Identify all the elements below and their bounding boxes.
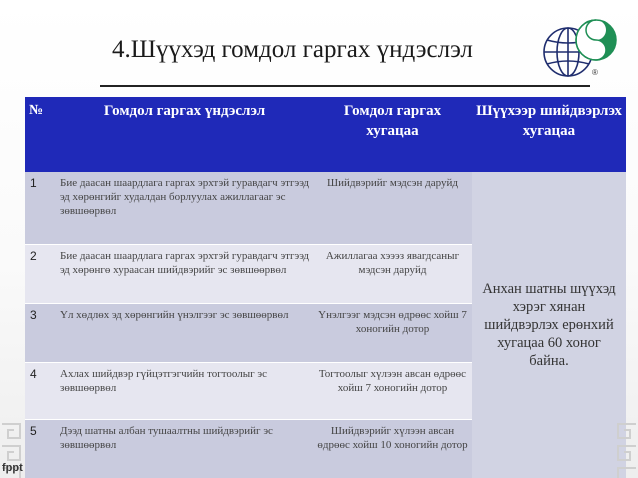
- registered-mark: ®: [592, 68, 598, 77]
- row-deadline: Тогтоолыг хүлээн авсан өдрөөс хойш 7 хоногийн дотор: [313, 362, 472, 419]
- row-deadline: Шийдвэрийг хүлээн авсан өдрөөс хойш 10 хоногийн дотор: [313, 419, 472, 478]
- complaint-table: [25, 97, 626, 478]
- row-number: 4: [25, 362, 56, 419]
- row-deadline: Үнэлгээг мэдсэн өдрөөс хойш 7 хоногийн дотор: [313, 303, 472, 362]
- row-number: 1: [25, 172, 56, 244]
- header-reason: Гомдол гаргах үндэслэл: [56, 97, 313, 172]
- row-reason: Дээд шатны албан тушаалтны шийдвэрийг эс зөвшөөрвөл: [56, 419, 313, 478]
- decorative-border-pattern-right: [614, 420, 638, 478]
- fppt-watermark: fppt: [2, 462, 23, 474]
- slide-title: 4.Шүүхэд гомдол гаргах үндэслэл: [112, 36, 473, 63]
- table-header-row: [25, 97, 626, 172]
- row-deadline: Шийдвэрийг мэдсэн даруйд: [313, 172, 472, 244]
- header-number: №: [25, 97, 56, 172]
- row-number: 2: [25, 244, 56, 303]
- row-number: 3: [25, 303, 56, 362]
- court-period-note: Анхан шатны шүүхэд хэрэг хянан шийдвэрлэх ерөнхий хугацаа 60 хоног байна.: [472, 172, 626, 478]
- row-number: 5: [25, 419, 56, 478]
- header-court-period: Шүүхээр шийдвэрлэх хугацаа: [472, 97, 626, 172]
- globe-yin-yang-logo-icon: [538, 14, 620, 84]
- header-deadline: Гомдол гаргах хугацаа: [313, 97, 472, 172]
- row-reason: Ахлах шийдвэр гүйцэтгэгчийн тогтоолыг эс зөвшөөрвөл: [56, 362, 313, 419]
- title-underline: [100, 85, 590, 87]
- row-reason: Үл хөдлөх эд хөрөнгийн үнэлгээг эс зөвшөөрвөл: [56, 303, 313, 362]
- row-reason: Бие даасан шаардлага гаргах эрхтэй гуравдагч этгээд эд хөрөнгө хураасан шийдвэрийг эс зөвшөөрвөл: [56, 244, 313, 303]
- row-deadline: Ажиллагаа хэээз явагдсаныг мэдсэн даруйд: [313, 244, 472, 303]
- table-row: [25, 172, 626, 244]
- row-reason: Бие даасан шаардлага гаргах эрхтэй гуравдагч этгээд эд хөрөнгийг худалдан борлуулах ажиллагааг эс зөвшөөрвөл: [56, 172, 313, 244]
